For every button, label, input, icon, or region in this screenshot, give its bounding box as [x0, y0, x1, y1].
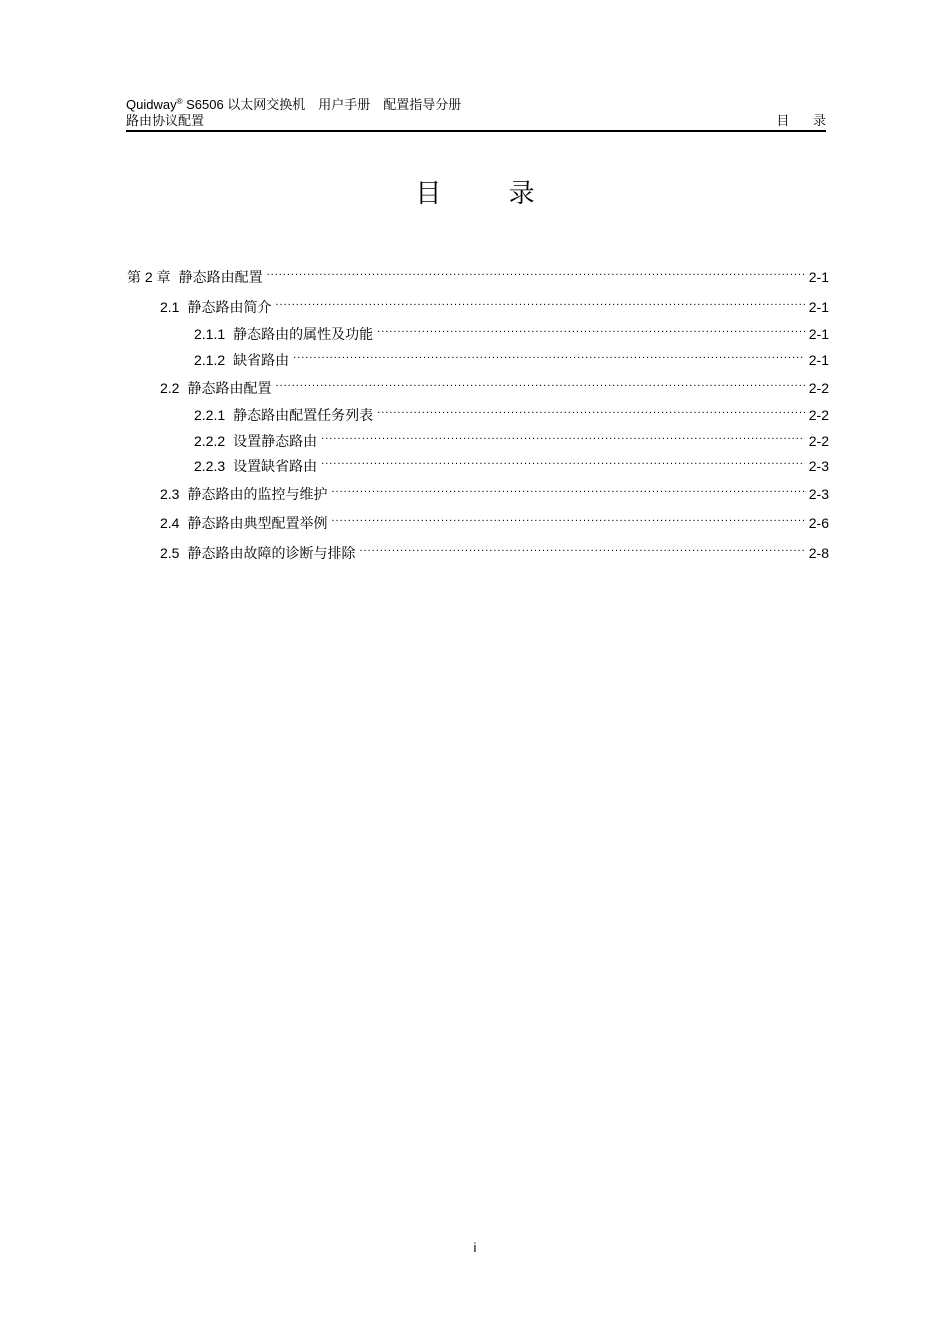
toc-entry-page: 2-1 — [808, 269, 829, 285]
toc-entry-label: 静态路由配置任务列表 — [233, 407, 374, 423]
toc-entry-2-2-1[interactable] — [194, 400, 829, 425]
toc-dot-leader — [275, 292, 804, 312]
toc-entry-label: 静态路由配置 — [178, 269, 263, 285]
toc-entry-label: 静态路由故障的诊断与排除 — [187, 545, 356, 561]
toc-entry-2-4[interactable] — [160, 508, 829, 533]
toc-entry-label: 静态路由典型配置举例 — [187, 515, 328, 531]
toc-entry-number: 2.3 — [160, 486, 180, 502]
toc-entry-number: 2.2 — [160, 380, 180, 396]
toc-entry-page: 2-6 — [808, 515, 829, 531]
toc-entry-number: 2.5 — [160, 545, 180, 561]
header-section-left: 路由协议配置 — [126, 113, 205, 128]
toc-entry-page: 2-2 — [808, 407, 829, 423]
toc-entry-number: 2.2.3 — [194, 458, 226, 474]
toc-entry-page: 2-3 — [808, 486, 829, 502]
toc-dot-leader — [331, 479, 804, 499]
header-section-line — [126, 112, 836, 132]
toc-dot-leader — [377, 400, 805, 420]
toc-entry-label: 静态路由的属性及功能 — [233, 326, 374, 342]
toc-dot-leader — [321, 426, 805, 446]
toc-entry-page: 2-3 — [808, 458, 829, 474]
toc-entry-number: 2.4 — [160, 515, 180, 531]
toc-entry-number: 2.2.1 — [194, 407, 226, 423]
toc-entry-page: 2-1 — [808, 352, 829, 368]
toc-dot-leader — [321, 451, 805, 471]
toc-dot-leader — [267, 262, 805, 282]
header-product-name: Quidway — [126, 97, 177, 112]
toc-dot-leader — [275, 373, 804, 393]
toc-entry-2-2-3[interactable] — [194, 451, 829, 476]
toc-entry-2-2[interactable] — [160, 373, 829, 398]
toc-entry-2-1-1[interactable] — [194, 319, 829, 344]
toc-entry-page: 2-8 — [808, 545, 829, 561]
toc-entry-number: 2.1.1 — [194, 326, 226, 342]
page-header — [126, 92, 836, 132]
toc-entry-number: 第 2 章 — [127, 269, 171, 285]
toc-entry-label: 静态路由简介 — [187, 299, 272, 315]
registered-mark: ® — [176, 97, 183, 106]
toc-dot-leader — [293, 345, 805, 365]
header-section-right: 目 录 — [776, 113, 836, 128]
toc-entry-page: 2-2 — [808, 380, 829, 396]
header-product-line — [126, 92, 826, 112]
toc-entry-label: 静态路由的监控与维护 — [187, 486, 328, 502]
toc-entry-label: 设置缺省路由 — [233, 458, 318, 474]
toc-entry-label: 缺省路由 — [233, 352, 290, 368]
toc-dot-leader — [377, 319, 805, 339]
toc-entry-2-1[interactable] — [160, 292, 829, 317]
toc-entry-page: 2-1 — [808, 299, 829, 315]
toc-entry-number: 2.1.2 — [194, 352, 226, 368]
toc-dot-leader — [331, 508, 804, 528]
toc-dot-leader — [359, 538, 804, 558]
page-number: i — [473, 1240, 477, 1255]
toc-entry-label: 设置静态路由 — [233, 433, 318, 449]
toc-entry-page: 2-2 — [808, 433, 829, 449]
header-model-title: S6506 以太网交换机 用户手册 配置指导分册 — [186, 97, 462, 112]
toc-entry-2-3[interactable] — [160, 479, 829, 504]
toc-entry-chapter-2[interactable] — [127, 262, 829, 287]
toc-entry-number: 2.1 — [160, 299, 180, 315]
toc-entry-label: 静态路由配置 — [187, 380, 272, 396]
toc-entry-2-2-2[interactable] — [194, 426, 829, 451]
toc-entry-2-1-2[interactable] — [194, 345, 829, 370]
toc-entry-page: 2-1 — [808, 326, 829, 342]
page-title: 目 录 — [415, 178, 565, 208]
toc-entry-2-5[interactable] — [160, 538, 829, 563]
toc-entry-number: 2.2.2 — [194, 433, 226, 449]
